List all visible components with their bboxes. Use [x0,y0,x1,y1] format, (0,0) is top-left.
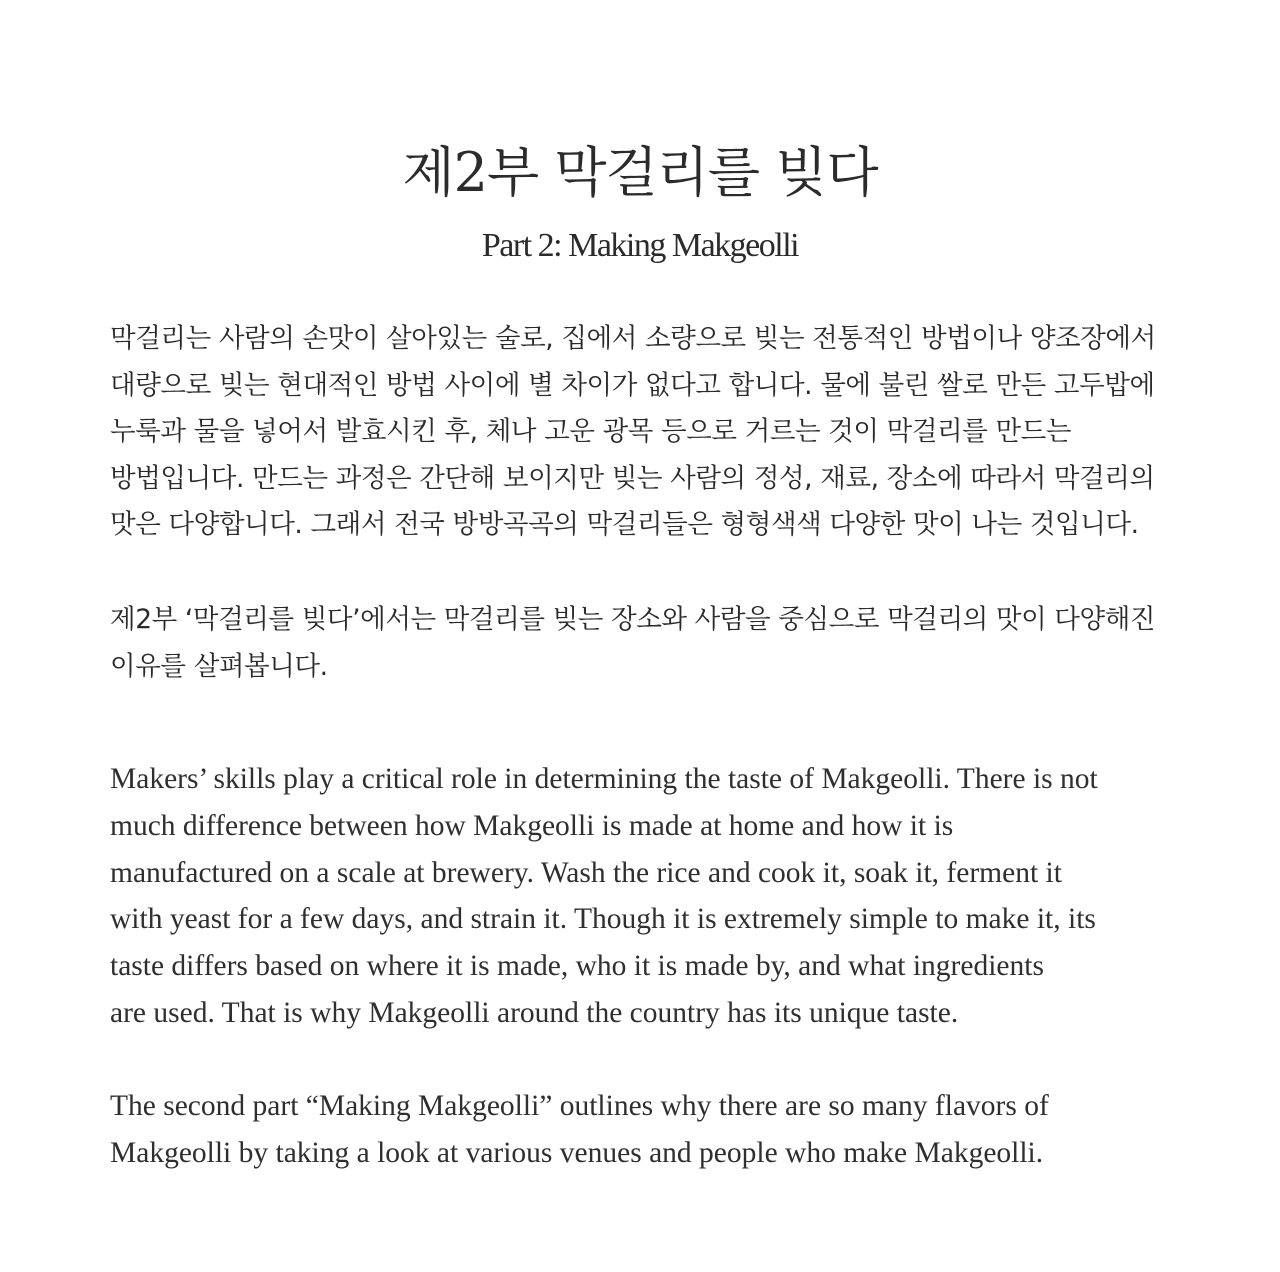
page-title: 제2부 막걸리를 빚다 [402,141,878,204]
english-paragraph-summary: The second part “Making Makgeolli” outlines why there are so many flavors of Makgeolli by taking a look at various venues and people who make Makgeolli. [110,1090,1049,1169]
korean-paragraph-intro: 막걸리는 사람의 손맛이 살아있는 술로, 집에서 소량으로 빚는 전통적인 방법이나 양조장에서 대량으로 빚는 현대적인 방법 사이에 별 차이가 없다고 합니다. 물에 불린 쌀로 만든 고두밥에 누룩과 물을 넣어서 발효시킨 후, 체나 고운 광목 등으로 거르는 것이 막걸리를 만드는 방법입니다. 만드는 과정은 간단해 보이지만 빚는 사람의 정성, 재료, 장소에 따라서 막걸리의 맛은 다양합니다. 그래서 전국 방방곡곡의 막걸리들은 형형색색 다양한 맛이 나는 것입니다. [110,323,1156,540]
page-subtitle: Part 2: Making Makgeolli [481,227,799,264]
korean-paragraph-summary: 제2부 ‘막걸리를 빚다’에서는 막걸리를 빚는 장소와 사람을 중심으로 막걸리의 맛이 다양해진 이유를 살펴봅니다. [110,604,1156,682]
english-paragraph-intro: Makers’ skills play a critical role in determining the taste of Makgeolli. There is not much difference between how Makgeolli is made at home and how it is manufactured on a scale at brewery. Wash the rice and cook it, soak it, ferment it with yeast for a few days, and strain it. Though it is extremely simple to make it, its taste differs based on where it is made, who it is made by, and what ingredients are used. That is why Makgeolli around the country has its unique taste. [110,763,1098,1029]
